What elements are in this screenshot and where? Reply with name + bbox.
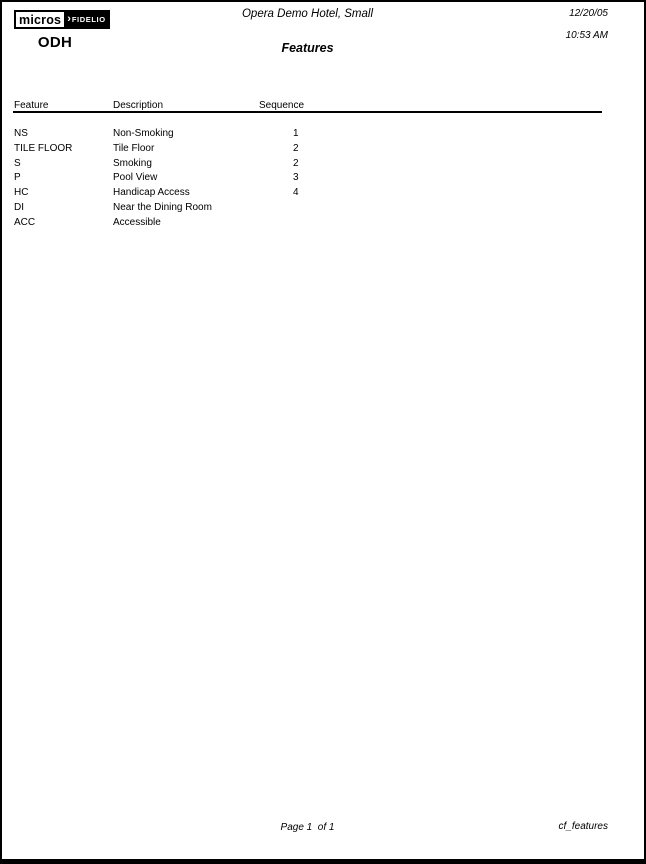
table-row bbox=[14, 127, 434, 142]
feature-cell: HC bbox=[14, 187, 29, 199]
report-title: Features bbox=[281, 41, 334, 55]
property-code: ODH bbox=[37, 34, 73, 51]
hotel-name: Opera Demo Hotel, Small bbox=[241, 8, 374, 20]
sequence-cell bbox=[261, 216, 341, 231]
feature-cell: TILE FLOOR bbox=[14, 142, 73, 154]
table-row bbox=[14, 171, 434, 186]
fidelio-logo-text: FIDELIO bbox=[71, 15, 106, 24]
feature-cell: ACC bbox=[14, 216, 36, 228]
micros-logo-text: micros bbox=[14, 10, 66, 29]
report-time: 10:53 AM bbox=[565, 30, 608, 41]
table-row bbox=[14, 201, 434, 216]
sequence-cell: 2 bbox=[293, 142, 299, 154]
feature-cell: P bbox=[14, 172, 21, 184]
report-id: cf_features bbox=[558, 821, 608, 832]
description-cell: Tile Floor bbox=[113, 142, 155, 154]
header-rule bbox=[13, 111, 602, 113]
description-cell: Accessible bbox=[113, 216, 161, 228]
table-body bbox=[14, 127, 434, 231]
table-row bbox=[14, 216, 434, 231]
table-row bbox=[14, 186, 434, 201]
column-header-feature: Feature bbox=[14, 100, 49, 111]
sequence-cell: 4 bbox=[293, 187, 299, 199]
report-date: 12/20/05 bbox=[569, 8, 608, 19]
fidelio-arrow-icon: › bbox=[67, 13, 71, 25]
feature-cell: S bbox=[14, 157, 21, 169]
description-cell: Handicap Access bbox=[113, 187, 190, 199]
description-cell: Smoking bbox=[113, 157, 152, 169]
feature-cell: DI bbox=[14, 201, 24, 213]
column-header-sequence: Sequence bbox=[259, 100, 305, 111]
page-number: Page 1 of 1 bbox=[280, 822, 335, 833]
sequence-cell: 2 bbox=[293, 157, 299, 169]
sequence-cell bbox=[261, 201, 341, 216]
description-cell: Pool View bbox=[113, 172, 158, 184]
description-cell: Near the Dining Room bbox=[113, 201, 212, 213]
table-row bbox=[14, 142, 434, 157]
feature-cell: NS bbox=[14, 128, 28, 139]
sequence-cell: 3 bbox=[293, 172, 299, 184]
table-row bbox=[14, 157, 434, 172]
description-cell: Non-Smoking bbox=[113, 128, 174, 139]
column-header-description: Description bbox=[113, 100, 164, 111]
sequence-cell: 1 bbox=[293, 128, 299, 139]
